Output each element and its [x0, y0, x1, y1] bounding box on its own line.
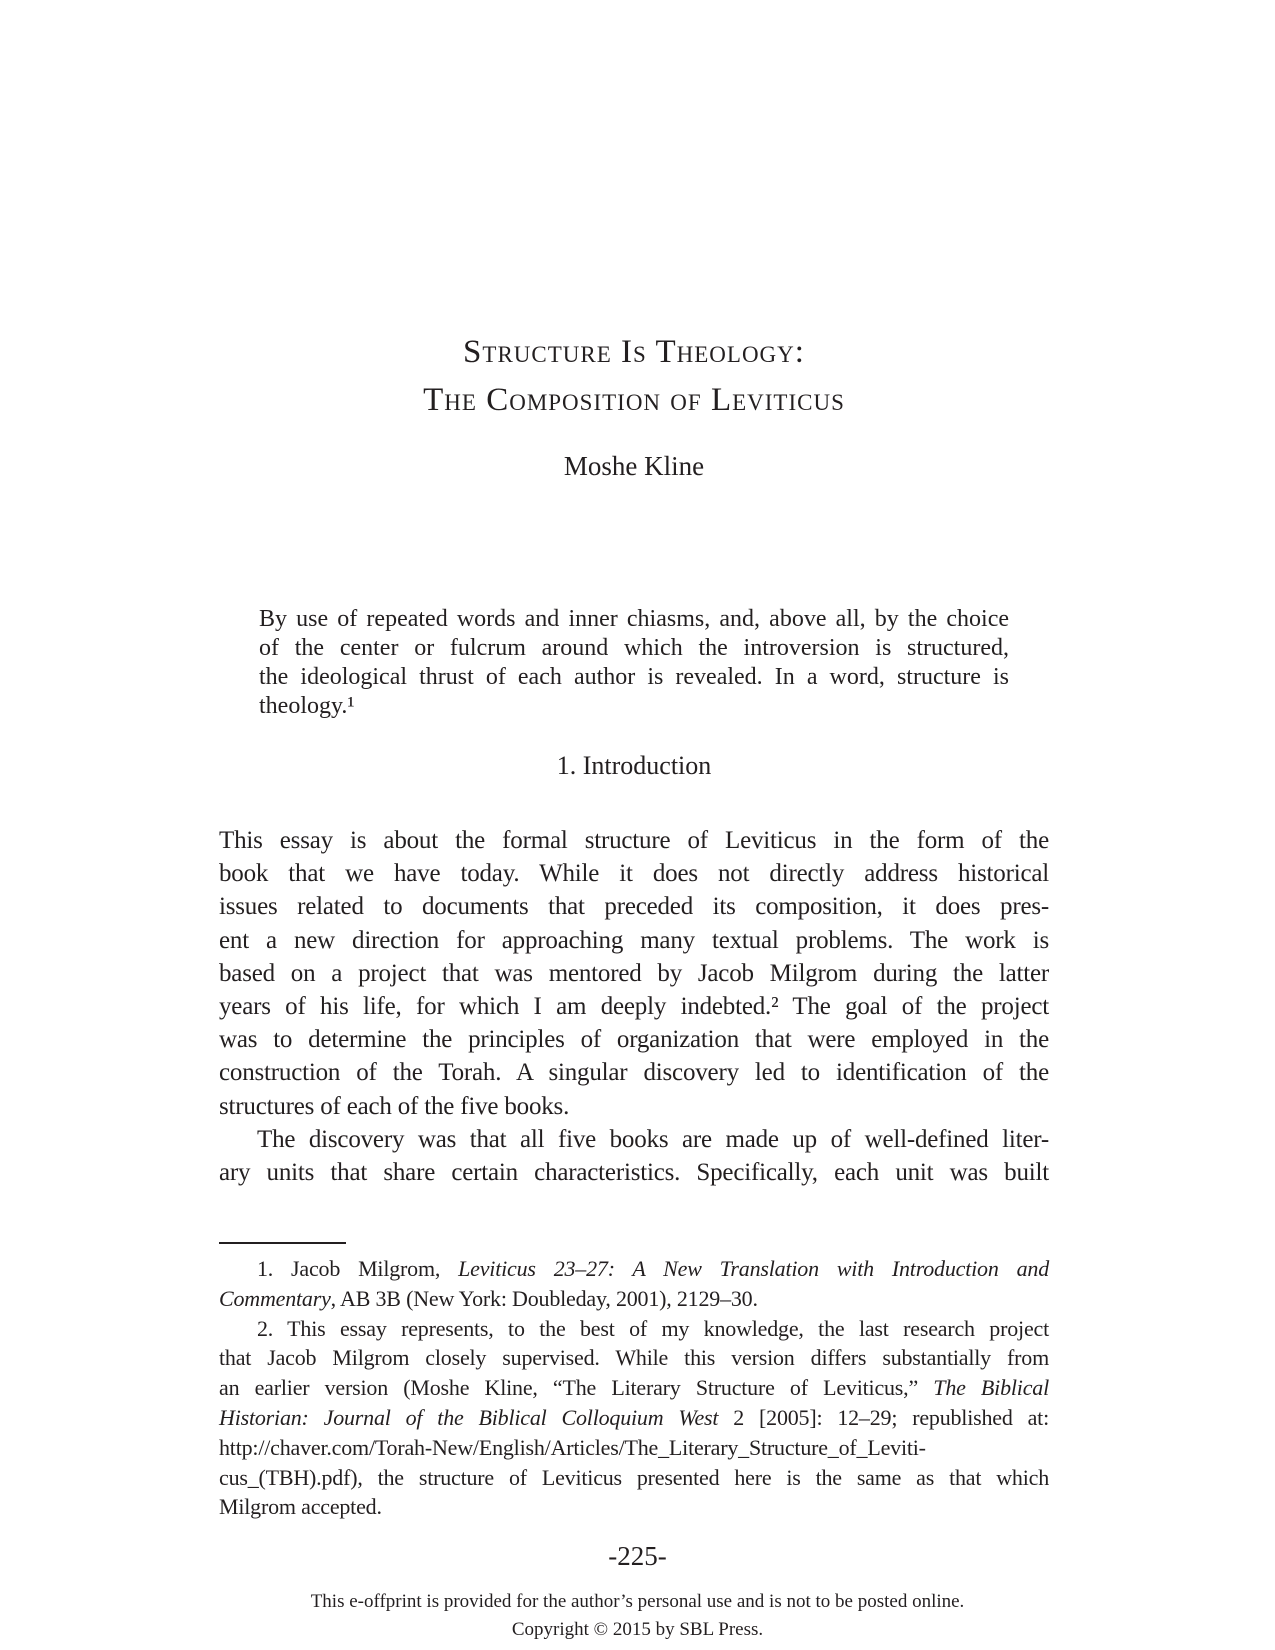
- footnote-1: 1. Jacob Milgrom, Leviticus 23–27: A New Translation with Introduction and Commentary, AB 3B (New York: Doubleday, 2001), 2129–30.: [219, 1256, 1049, 1311]
- section-heading: 1. Introduction: [556, 751, 712, 780]
- footnote-2: 2. This essay represents, to the best of my knowledge, the last research project that Jacob Milgrom closely supervised. While this version differs substantially from an earlier version (Moshe Kline, “The Literary Structure of Leviticus,” The Biblical Historian: Journal of the Biblical Colloquium West 2 [2005]: 12–29; republished at: http://chaver.com/Torah-New/English/Articles/The_Literary_Structure_of_Leviti- cus_(TBH).pdf), the structure of Leviticus presented here is the same as that which Milgrom accepted.: [219, 1315, 1049, 1520]
- article-title-line-2: The Composition of Leviticus: [423, 382, 845, 418]
- body-paragraph-1: This essay is about the formal structure of Leviticus in the form of the book that we have today. While it does not directly address historical issues related to documents that preceded its composition, it does pres- ent a new direction for approaching many textual problems. The work is based on a project that was mentored by Jacob Milgrom during the latter years of his life, for which I am deeply indebted.² The goal of the project was to determine the principles of organization that were employed in the construction of the Torah. A singular discovery led to identification of the structures of each of the five books.: [219, 827, 1049, 1120]
- footnote-separator: [219, 1242, 346, 1244]
- body-text: [219, 824, 1049, 1189]
- copyright-notice: Copyright © 2015 by SBL Press.: [511, 1619, 764, 1640]
- epigraph-quote: By use of repeated words and inner chiasms, and, above all, by the choice of the center or fulcrum around which the introversion is structured, the ideological thrust of each author is revealed. In a word, structure is theology.¹: [259, 606, 1009, 719]
- footnotes: [219, 1254, 1049, 1522]
- offprint-disclaimer: This e-offprint is provided for the author’s personal use and is not to be posted online.: [310, 1591, 965, 1612]
- page-footer: [0, 1588, 1275, 1644]
- body-paragraph-2: The discovery was that all five books are made up of well-defined liter- ary units that share certain characteristics. Specifically, each unit was built: [219, 1125, 1049, 1187]
- article-title-line-1: Structure Is Theology:: [463, 334, 805, 370]
- page-number: -225-: [608, 1541, 667, 1571]
- author-name: Moshe Kline: [563, 451, 705, 481]
- article-title: [219, 328, 1049, 424]
